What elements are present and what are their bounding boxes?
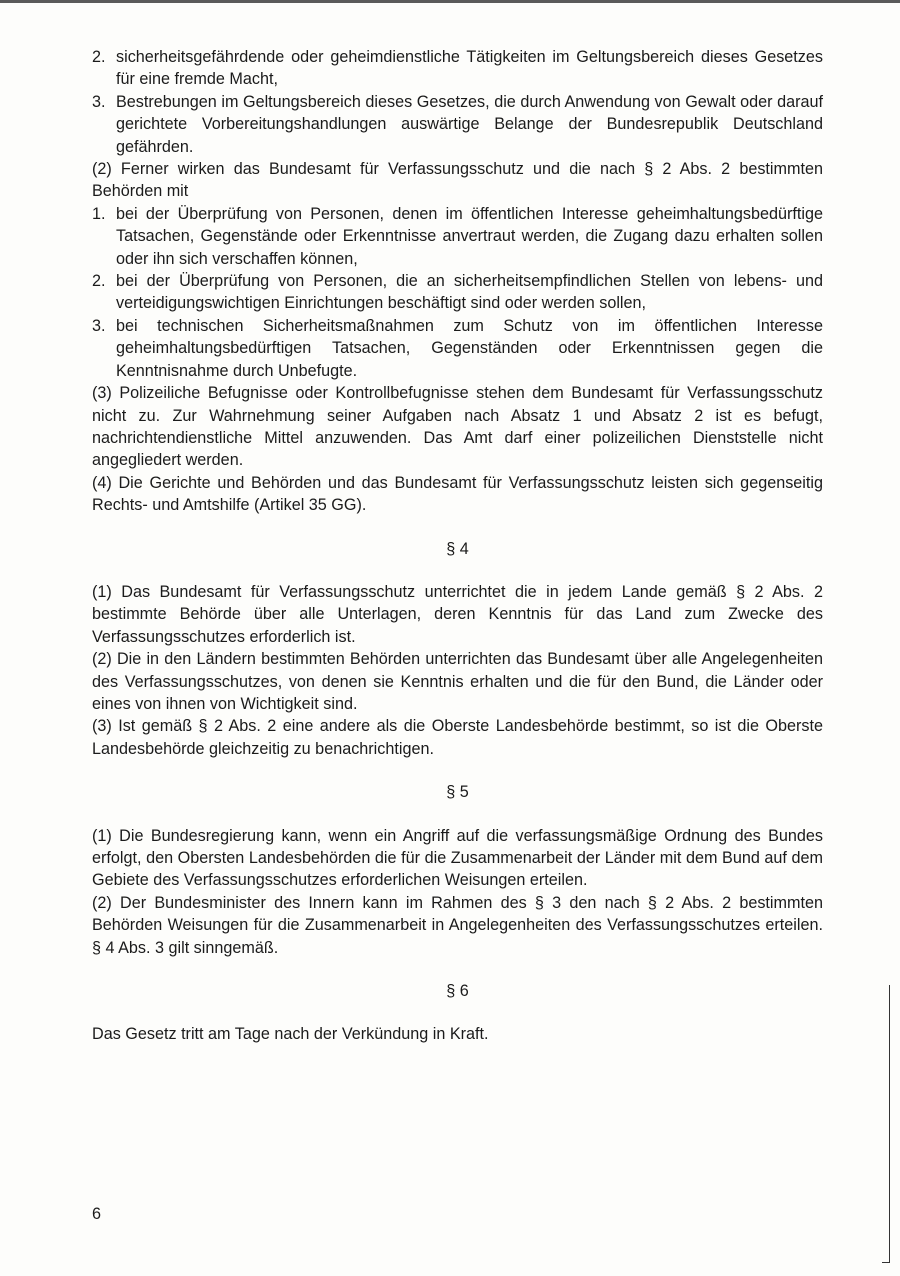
sec3-abs2-list — [92, 203, 823, 382]
sec4-abs2: (2) Die in den Ländern bestimmten Behörden unterrichten das Bundesamt über alle Angelegenheiten des Verfassungsschutzes, von denen sie Kenntnis erhalten und die für den Bund, die Länder oder eines von ihnen von Wichtigkeit sind. — [92, 650, 823, 713]
sec3-abs2-intro: (2) Ferner wirken das Bundesamt für Verfassungsschutz und die nach § 2 Abs. 2 bestimmten Behörden mit — [92, 160, 823, 201]
item-number: 2. — [92, 272, 106, 291]
sec4-abs1: (1) Das Bundesamt für Verfassungsschutz unterrichtet die in jedem Lande gemäß § 2 Abs. 2 bestimmte Behörde über alle Unterlagen, deren Kenntnis für das Land zum Zwecke des Verfassungsschutzes erforderlich ist. — [92, 582, 823, 646]
top-border-rule — [0, 0, 900, 3]
list-item — [92, 203, 823, 270]
sec5-abs1: (1) Die Bundesregierung kann, wenn ein Angriff auf die verfassungsmäßige Ordnung des Bundes erfolgt, den Obersten Landesbehörden die für die Zusammenarbeit der Länder mit dem Bund auf dem Gebiete des Verfassungsschutzes erforderlichen Weisungen erteilen. — [92, 826, 823, 890]
item-number: 3. — [92, 316, 106, 335]
right-margin-rule-foot — [882, 1262, 890, 1263]
sec5-abs2: (2) Der Bundesminister des Innern kann im Rahmen des § 3 den nach § 2 Abs. 2 bestimmten Behörden Weisungen für die Zusammenarbeit in Angelegenheiten des Verfassungsschutzes erteilen. § 4 Abs. 3 gilt sinngemäß. — [92, 893, 823, 957]
list-item — [92, 46, 823, 91]
item-number: 1. — [92, 204, 106, 223]
section-heading-4: § 4 — [446, 539, 469, 558]
document-page — [92, 46, 823, 1046]
item-text: sicherheitsgefährdende oder geheimdienstliche Tätigkeiten im Geltungsbereich dieses Gesetzes für eine fremde Macht, — [116, 48, 823, 89]
item-text: bei technischen Sicherheitsmaßnahmen zum Schutz von im öffentlichen Interesse geheimhaltungsbedürftigen Tatsachen, Gegenständen oder Erkenntnissen gegen die Kenntnisnahme durch Unbefugte. — [116, 316, 823, 380]
item-text: bei der Überprüfung von Personen, denen im öffentlichen Interesse geheimhaltungsbedürftige Tatsachen, Gegenstände oder Erkenntnisse anvertraut werden, die Zugang dazu erhalten sollen oder ihn sich verschaffen können, — [116, 204, 823, 268]
sec6-text: Das Gesetz tritt am Tage nach der Verkündung in Kraft. — [92, 1025, 489, 1044]
item-number: 2. — [92, 48, 106, 66]
page-number: 6 — [92, 1205, 102, 1223]
item-text: bei der Überprüfung von Personen, die an sicherheitsempfindlichen Stellen von lebens- und verteidigungswichtigen Einrichtungen beschäftigt sind oder werden sollen, — [116, 272, 823, 313]
list-item — [92, 270, 823, 315]
list-item — [92, 91, 823, 158]
item-number: 3. — [92, 92, 106, 111]
sec4-abs3: (3) Ist gemäß § 2 Abs. 2 eine andere als die Oberste Landesbehörde bestimmt, so ist die Oberste Landesbehörde gleichzeitig zu benachrichtigen. — [92, 717, 823, 758]
section-heading-5: § 5 — [446, 783, 469, 802]
sec3-abs1-list — [92, 46, 823, 158]
list-item — [92, 315, 823, 382]
item-text: Bestrebungen im Geltungsbereich dieses Gesetzes, die durch Anwendung von Gewalt oder darauf gerichtete Vorbereitungshandlungen auswärtige Belange der Bundesrepublik Deutschland gefährden. — [116, 92, 823, 156]
sec3-abs3: (3) Polizeiliche Befugnisse oder Kontrollbefugnisse stehen dem Bundesamt für Verfassungsschutz nicht zu. Zur Wahrnehmung seiner Aufgaben nach Absatz 1 und Absatz 2 ist es befugt, nachrichtendienstliche Mittel anzuwenden. Das Amt darf einer polizeilichen Dienststelle nicht angegliedert werden. — [92, 384, 823, 470]
sec3-abs4: (4) Die Gerichte und Behörden und das Bundesamt für Verfassungsschutz leisten sich gegenseitig Rechts- und Amtshilfe (Artikel 35 GG). — [92, 473, 823, 515]
right-margin-rule — [889, 985, 890, 1263]
section-heading-6: § 6 — [446, 982, 469, 1001]
